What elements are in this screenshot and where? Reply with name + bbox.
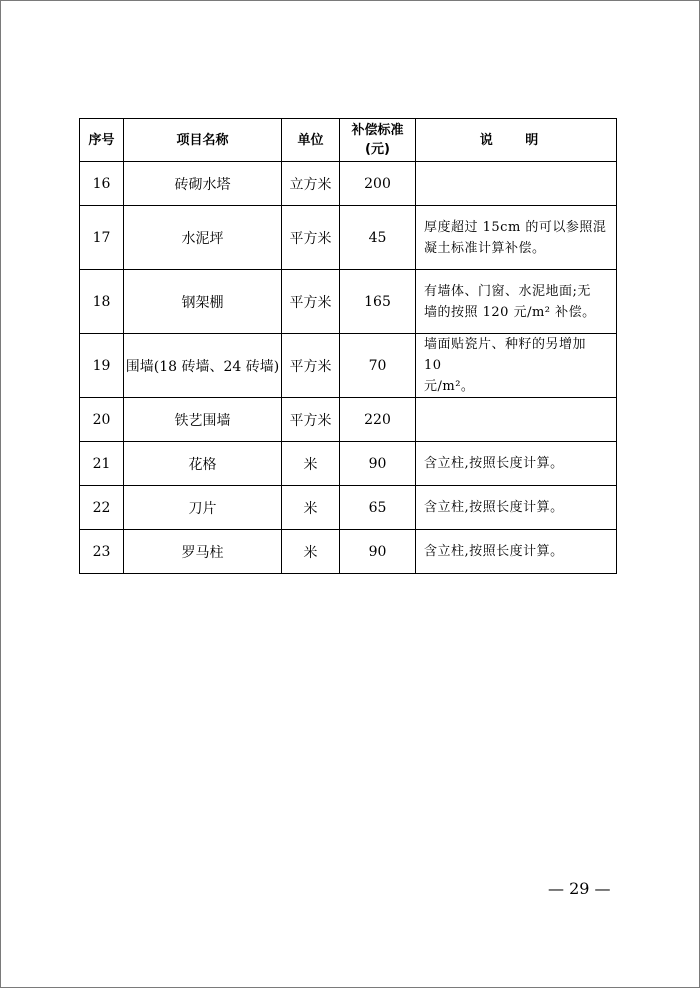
header-standard-line1: 补偿标准 [351,123,404,138]
header-note: 说 明 [416,119,617,162]
cell-name: 罗马柱 [124,530,282,574]
cell-unit: 平方米 [282,398,340,442]
cell-price: 45 [340,206,416,270]
cell-no: 18 [80,270,124,334]
table-row [80,442,617,486]
cell-no: 17 [80,206,124,270]
header-standard [340,119,416,162]
table-row [80,530,617,574]
cell-note: 墙面贴瓷片、种籽的另增加 10 元/m²。 [416,334,617,398]
cell-price: 220 [340,398,416,442]
cell-name: 花格 [124,442,282,486]
table-row [80,206,617,270]
cell-unit: 平方米 [282,270,340,334]
table-row [80,162,617,206]
cell-no: 21 [80,442,124,486]
cell-unit: 平方米 [282,334,340,398]
table-row [80,398,617,442]
cell-name: 铁艺围墙 [124,398,282,442]
cell-name: 围墙(18 砖墙、24 砖墙) [124,334,282,398]
header-standard-line2: (元) [365,142,390,157]
header-name: 项目名称 [124,119,282,162]
cell-unit: 平方米 [282,206,340,270]
header-unit: 单位 [282,119,340,162]
header-no: 序号 [80,119,124,162]
cell-unit: 米 [282,486,340,530]
cell-unit: 米 [282,442,340,486]
cell-note [416,162,617,206]
cell-note: 含立柱,按照长度计算。 [416,442,617,486]
cell-no: 23 [80,530,124,574]
cell-price: 90 [340,530,416,574]
cell-price: 70 [340,334,416,398]
table-row [80,270,617,334]
cell-no: 20 [80,398,124,442]
cell-unit: 立方米 [282,162,340,206]
cell-name: 刀片 [124,486,282,530]
page-number: — 29 — [548,879,611,898]
cell-price: 165 [340,270,416,334]
cell-name: 砖砌水塔 [124,162,282,206]
cell-no: 22 [80,486,124,530]
table-header-row [80,119,617,162]
compensation-table [79,118,617,574]
cell-note: 含立柱,按照长度计算。 [416,486,617,530]
cell-note: 有墙体、门窗、水泥地面;无 墙的按照 120 元/m² 补偿。 [416,270,617,334]
cell-name: 水泥坪 [124,206,282,270]
cell-note: 含立柱,按照长度计算。 [416,530,617,574]
cell-note [416,398,617,442]
cell-name: 钢架棚 [124,270,282,334]
table-row [80,334,617,398]
cell-unit: 米 [282,530,340,574]
cell-price: 65 [340,486,416,530]
cell-no: 19 [80,334,124,398]
table-row [80,486,617,530]
cell-note: 厚度超过 15cm 的可以参照混 凝土标准计算补偿。 [416,206,617,270]
cell-no: 16 [80,162,124,206]
cell-price: 200 [340,162,416,206]
cell-price: 90 [340,442,416,486]
